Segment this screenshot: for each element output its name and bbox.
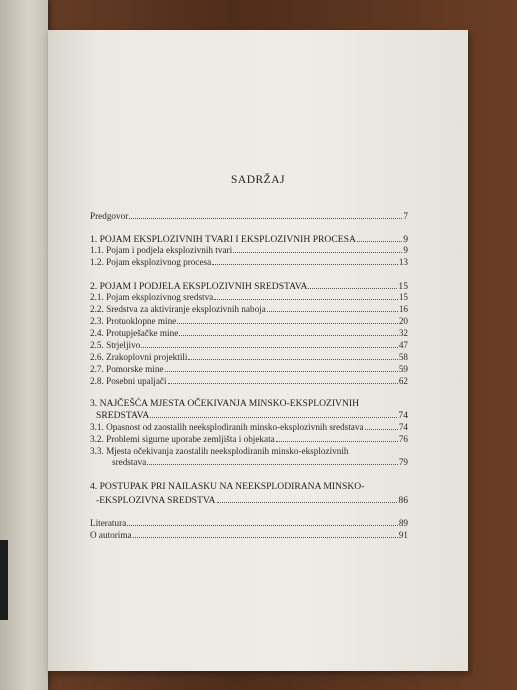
toc-entry-page: 76 (398, 434, 408, 444)
toc-entry (90, 304, 408, 315)
toc-entry-label: 3.3. Mjesta očekivanja zaostalih neeksplodiranih minsko-eksplozivnih (90, 446, 349, 456)
toc-chapter (96, 410, 408, 421)
toc-entry-page: 9 (403, 234, 408, 245)
toc-entry-page: 13 (398, 257, 408, 267)
toc-entry (90, 245, 408, 256)
toc-chapter-label: 4. POSTUPAK PRI NAILASKU NA NEEKSPLODIRANA MINSKO- (90, 481, 365, 492)
toc-entry-page: 47 (398, 340, 408, 350)
toc-entry-label: 1. POJAM EKSPLOZIVNIH TVARI I EKSPLOZIVNIH PROCESA (90, 234, 356, 245)
book-page (48, 30, 468, 671)
toc-entry (90, 364, 408, 375)
toc-entry-label: Predgovor (90, 211, 129, 221)
toc-entry-page: 62 (398, 376, 408, 386)
toc-entry-label: 2.8. Posebni upaljači (90, 376, 167, 386)
toc-entry-label: 2.3. Protuoklopne mine (90, 316, 177, 326)
toc-entry-page: 91 (398, 530, 408, 540)
toc-entry-label: 2.5. Strjeljivo (90, 340, 141, 350)
toc-chapter (90, 281, 408, 292)
toc-chapter (96, 495, 408, 506)
toc-entry-page: 16 (398, 304, 408, 314)
toc-entry-label-cont: SREDSTAVA (96, 410, 150, 421)
facing-page-mark (0, 540, 8, 620)
facing-page-edge (0, 0, 48, 690)
toc-entry (90, 292, 408, 303)
toc-entry-label: 2.4. Protupješačke mine (90, 328, 179, 338)
toc-entry-label-cont: sredstava (112, 457, 147, 467)
toc-entry (90, 422, 408, 433)
toc-entry-label-cont: -EKSPLOZIVNA SREDSTVA (96, 495, 216, 506)
toc-entry-page: 7 (403, 211, 408, 221)
toc-entry (90, 328, 408, 339)
toc-entry-label: 1.2. Pojam eksplozivnog procesa (90, 257, 212, 267)
toc-entry-page: 32 (398, 328, 408, 338)
toc-title: SADRŽAJ (231, 174, 285, 186)
toc-entry-page: 9 (403, 245, 408, 255)
toc-entry (90, 316, 408, 327)
toc-entry-page: 74 (398, 410, 408, 421)
toc-entry (112, 457, 408, 468)
toc-entry-label: 2.7. Pomorske mine (90, 364, 164, 374)
toc-entry-label: Literatura (90, 518, 127, 528)
toc-entry-label: 2.6. Zrakoplovni projektili (90, 352, 188, 362)
toc-entry (90, 340, 408, 351)
toc-entry-label: 1.1. Pojam i podjela eksplozivnih tvari (90, 245, 233, 255)
toc-entry-label: 3.2. Problemi sigurne uporabe zemljišta i objekata (90, 434, 275, 444)
toc-entry-page: 15 (398, 292, 408, 302)
toc-chapter (90, 234, 408, 245)
toc-entry (90, 530, 408, 541)
toc-entry-label: 2.2. Sredstva za aktiviranje eksplozivnih naboja (90, 304, 266, 314)
toc-entry (90, 352, 408, 363)
toc-entry (90, 257, 408, 268)
toc-entry-page: 20 (398, 316, 408, 326)
toc-entry (90, 434, 408, 445)
toc-entry (90, 518, 408, 529)
toc-entry-page: 79 (398, 457, 408, 467)
toc-entry (90, 376, 408, 387)
toc-entry (90, 211, 408, 222)
toc-entry-page: 74 (398, 422, 408, 432)
toc-entry-page: 86 (398, 495, 408, 506)
toc-entry-label: O autorima (90, 530, 132, 540)
toc-entry-label: 2.1. Pojam eksplozivnog sredstva (90, 292, 214, 302)
toc-entry-page: 89 (398, 518, 408, 528)
toc-entry-page: 58 (398, 352, 408, 362)
toc-entry-label: 3.1. Opasnost od zaostalih neeksplodiranih minsko-eksplozivnih sredstava (90, 422, 364, 432)
toc-entry-label: 2. POJAM I PODJELA EKSPLOZIVNIH SREDSTAVA (90, 281, 308, 292)
toc-chapter-label: 3. NAJČEŠĆA MJESTA OČEKIVANJA MINSKO-EKSPLOZIVNIH (90, 398, 360, 409)
toc-entry-page: 15 (398, 281, 408, 292)
toc-entry-page: 59 (398, 364, 408, 374)
